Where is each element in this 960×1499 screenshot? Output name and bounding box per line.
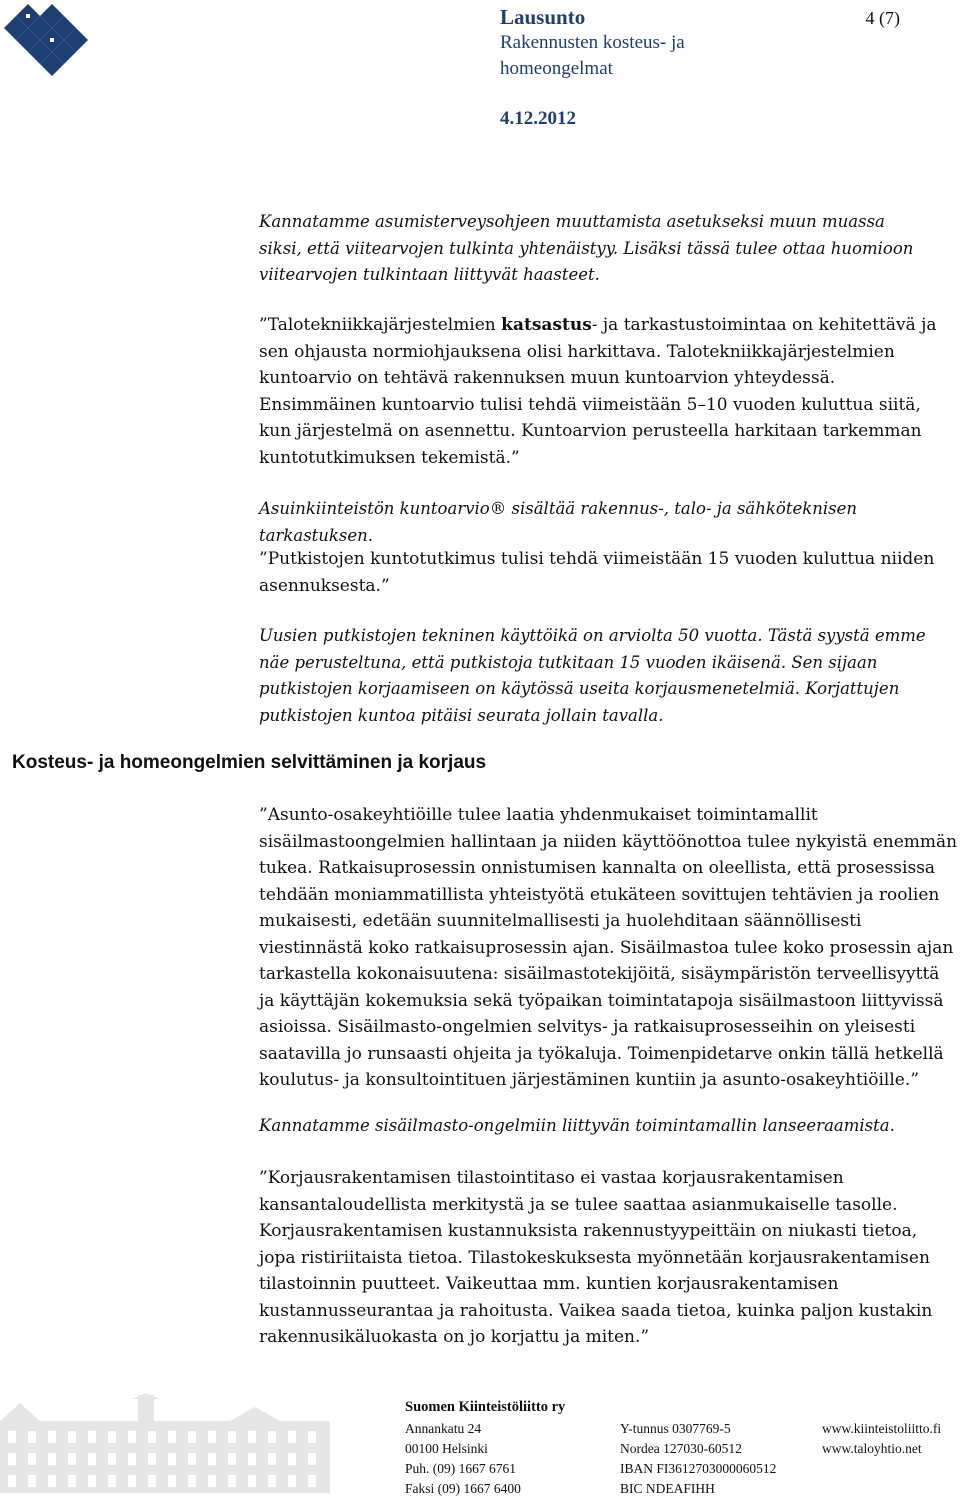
- section-heading: Kosteus- ja homeongelmien selvittäminen ja korjaus: [12, 752, 487, 773]
- kiinteistoliitto-logo: [4, 2, 96, 82]
- footer-ytunnus: Y-tunnus 0307769-5: [620, 1421, 731, 1436]
- footer-website-link-1[interactable]: www.kiinteistoliitto.fi: [822, 1421, 942, 1436]
- footer-fax: Faksi (09) 1667 6400: [405, 1481, 521, 1496]
- paragraph-statement-2: Asuinkiinteistön kuntoarvio® sisältää rakennus-, talo- ja sähköteknisen tarkastuksen.: [259, 499, 857, 545]
- paragraph-quote-1: [259, 312, 944, 471]
- paragraph-quote-2: ”Putkistojen kuntotutkimus tulisi tehdä viimeistään 15 vuoden kuluttua niiden asennuksesta.”: [259, 549, 935, 596]
- footer-iban: IBAN FI3612703000060512: [620, 1461, 777, 1476]
- footer-address: Annankatu 24: [405, 1421, 482, 1436]
- footer-bic: BIC NDEAFIHH: [620, 1481, 715, 1496]
- page-number: 4 (7): [865, 8, 900, 28]
- document-date: 4.12.2012: [500, 108, 576, 129]
- document-subject-line-2: homeongelmat: [500, 58, 613, 79]
- footer-postal: 00100 Helsinki: [405, 1441, 488, 1456]
- paragraph-quote-3: ”Asunto-osakeyhtiöille tulee laatia yhdenmukaiset toimintamallit sisäilmastoongelmien hallintaan ja niiden käyttöönottoa tulee nykyistä enemmän tukea. Ratkaisuprosessin onnistumisen kannalta on oleellista, että prosessissa tehdään moniammatillista yhteistyötä etukäteen sovittujen tehtävien ja roolien mukaisesti, edetään suunnitelmallisesti ja huolehditaan säännöllisesti viestinnästä koko ratkaisuprosessin ajan. Sisäilmastoa tulee koko prosessin ajan tarkastella kokonaisuutena: sisäilmastotekijöitä, sisäympäristön terveellisyyttä ja käyttäjän kokemuksia sekä työpaikan toimintatapoja sisäilmastoon liittyvissä asioissa. Sisäilmasto-ongelmien selvitys- ja ratkaisuprosesseihin on yleisesti saatavilla jo runsaasti ohjeita ja työkaluja. Toimenpidetarve onkin tällä hetkellä koulutus- ja konsultointituen järjestäminen kuntiin ja asunto-osakeyhtiöille.”: [259, 805, 958, 1090]
- paragraph-statement-3: Uusien putkistojen tekninen käyttöikä on arviolta 50 vuotta. Tästä syystä emme näe perusteltuna, että putkistoja tutkitaan 15 vuoden ikäisenä. Sen sijaan putkistojen korjaamiseen on käytössä useita korjausmenetelmiä. Korjattujen putkistojen kuntoa pitäisi seurata jollain tavalla.: [259, 626, 926, 725]
- quote-1-bold-term: katsastus: [501, 315, 592, 335]
- footer-organization: Suomen Kiinteistöliitto ry: [405, 1399, 566, 1415]
- building-illustration: [0, 1393, 330, 1493]
- document-type: Lausunto: [500, 5, 586, 29]
- paragraph-statement-4: Kannatamme sisäilmasto-ongelmiin liittyvän toimintamallin lanseeraamista.: [259, 1116, 895, 1135]
- footer-bank: Nordea 127030-60512: [620, 1441, 742, 1456]
- footer-bank-column: [620, 1419, 776, 1499]
- paragraph-statement-1: Kannatamme asumisterveysohjeen muuttamista asetukseksi muun muassa siksi, että viitearvojen tulkinta yhtenäistyy. Lisäksi tässä tulee ottaa huomioon viitearvojen tulkintaan liittyvät haasteet.: [259, 212, 914, 284]
- footer-contact-column: [405, 1397, 565, 1499]
- paragraph-quote-4: ”Korjausrakentamisen tilastointitaso ei vastaa korjausrakentamisen kansantaloudellista merkitystä ja se tulee saattaa asianmukaiselle tasolle. Korjausrakentamisen kustannuksista rakennustyypeittäin on niukasti tietoa, jopa ristiriitaista tietoa. Tilastokeskuksesta myönnetään korjausrakentamisen tilastoinnin puutteet. Vaikeuttaa mm. kuntien korjausrakentamisen kustannusseurantaa ja rahoitusta. Vaikea saada tietoa, kuinka paljon kustakin rakennusikäluokasta on jo korjattu ja miten.”: [259, 1168, 933, 1347]
- quote-1-text-start: ”Talotekniikkajärjestelmien: [259, 315, 502, 335]
- quote-1-text-end: - ja tarkastustoimintaa on kehitettävä ja sen ohjausta normiohjauksena olisi harkittava. Talotekniikkajärjestelmien kuntoarvio on tehtävä rakennuksen muun kuntoarvion yhteydessä. Ensimmäinen kuntoarvio tulisi tehdä viimeistään 5–10 vuoden kuluttua siitä, kun järjestelmä on asennettu. Kuntoarvion perusteella harkitaan tarkemman kuntotutkimuksen tekemistä.”: [259, 315, 937, 468]
- footer-phone: Puh. (09) 1667 6761: [405, 1461, 516, 1476]
- footer-website-link-2[interactable]: www.taloyhtio.net: [822, 1441, 922, 1456]
- document-header: [500, 4, 920, 130]
- document-subject-line-1: Rakennusten kosteus- ja: [500, 32, 685, 53]
- footer-web-column: [822, 1419, 941, 1459]
